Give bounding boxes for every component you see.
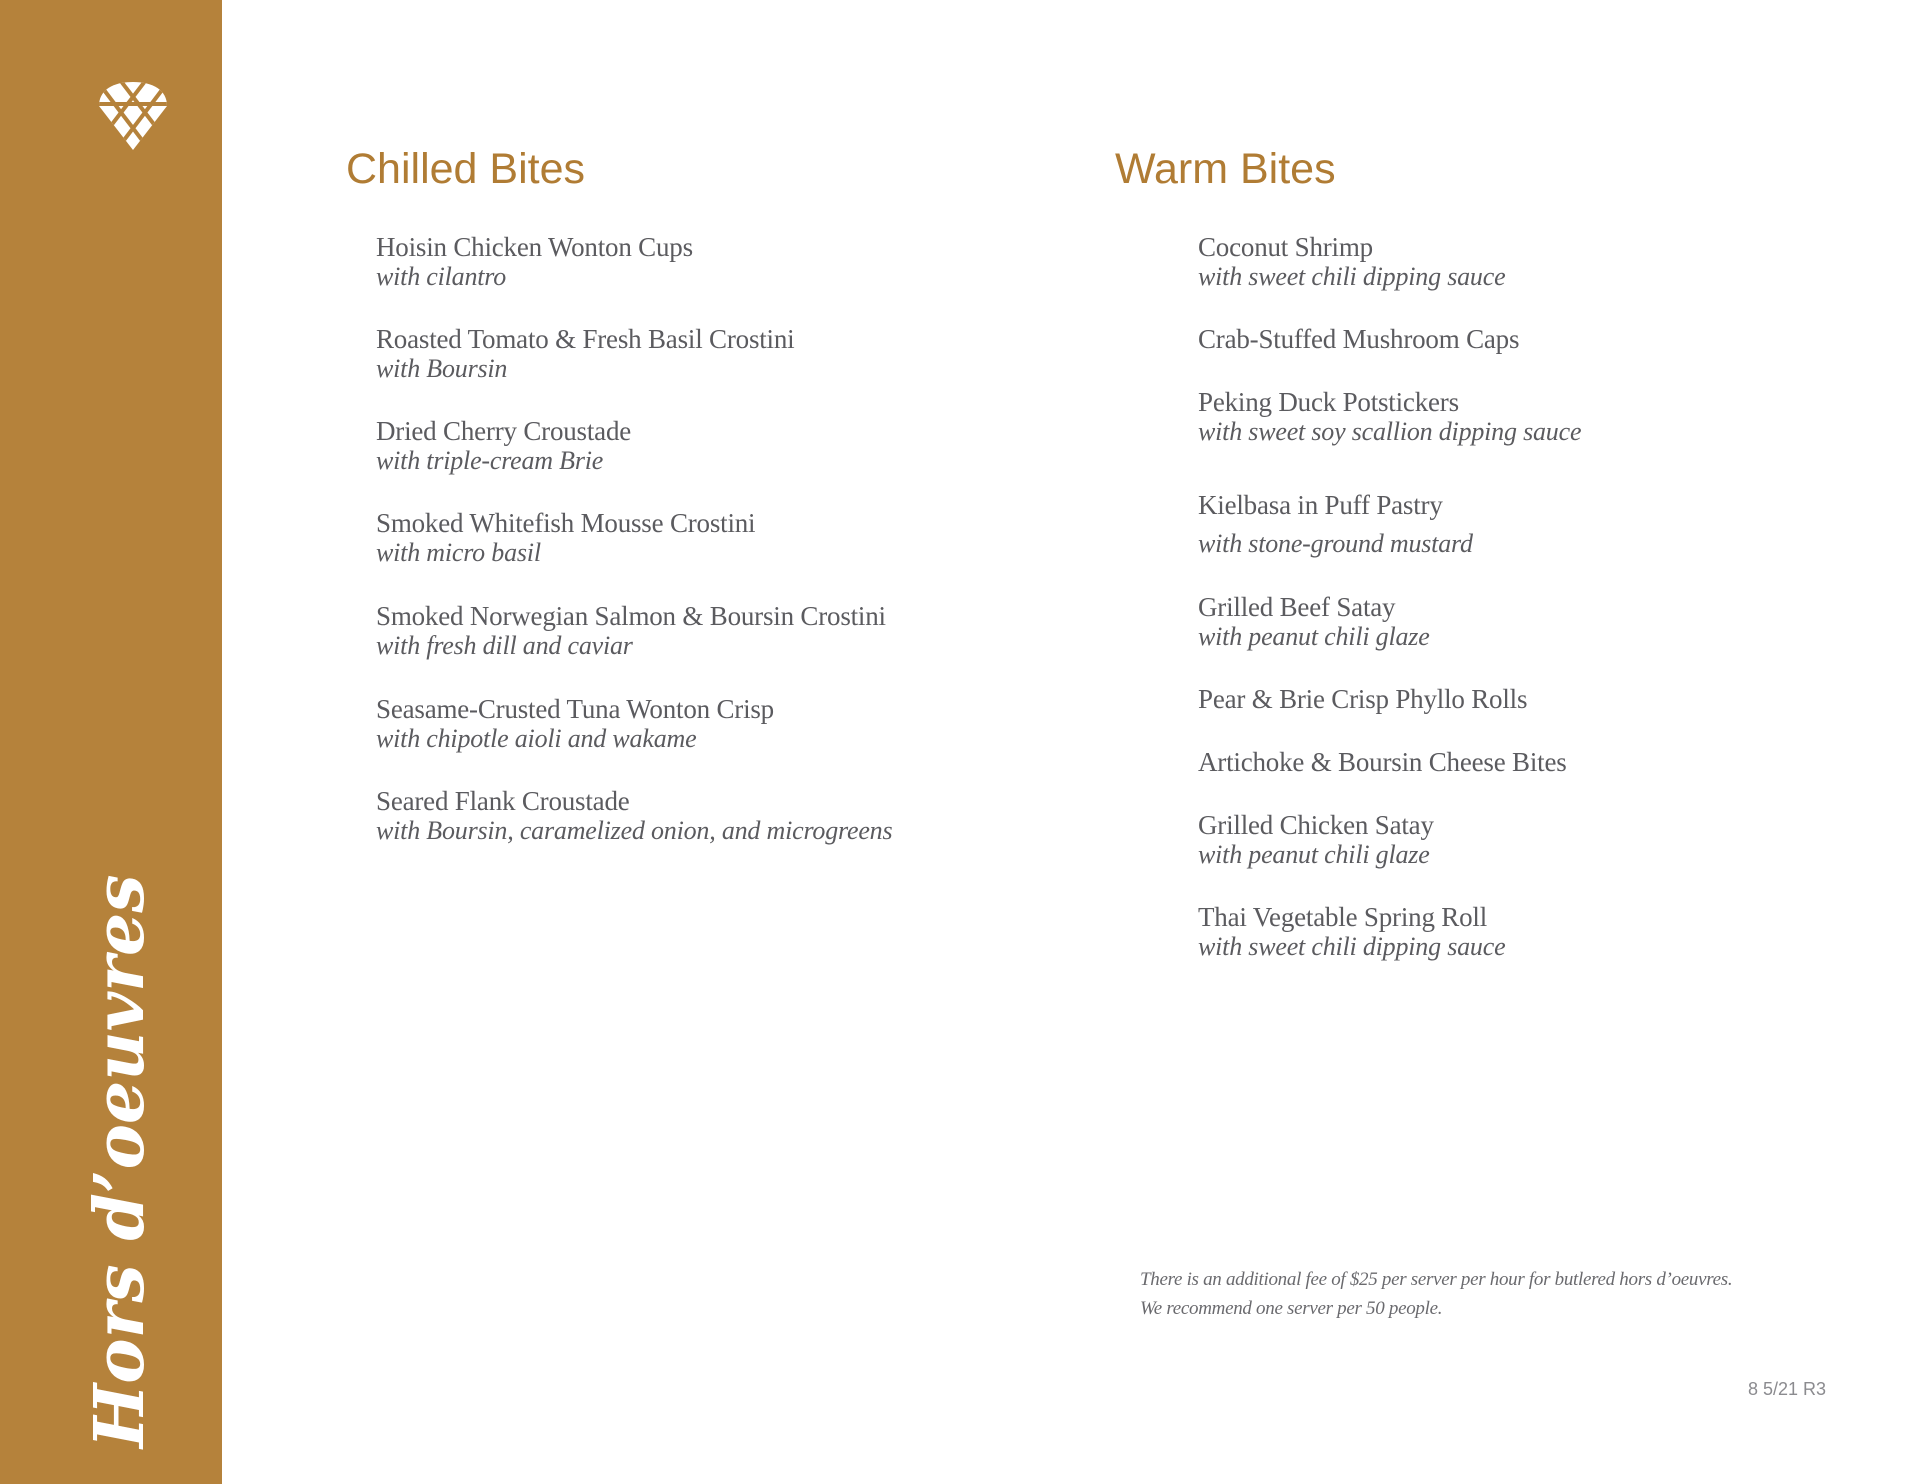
menu-item-name: Grilled Beef Satay <box>1198 592 1396 622</box>
chilled-bites-heading: Chilled Bites <box>346 145 585 193</box>
menu-item <box>376 601 886 661</box>
menu-item-name: Pear & Brie Crisp Phyllo Rolls <box>1198 684 1528 714</box>
menu-item-name: Kielbasa in Puff Pastry <box>1198 490 1443 520</box>
menu-item-name: Thai Vegetable Spring Roll <box>1198 902 1488 932</box>
menu-item <box>376 324 794 384</box>
menu-item <box>1198 324 1519 354</box>
menu-item-name: Artichoke & Boursin Cheese Bites <box>1198 747 1567 777</box>
service-fee-note-line: There is an additional fee of $25 per server per hour for butlered hors d’oeuvres. <box>1140 1269 1733 1290</box>
menu-item-name: Coconut Shrimp <box>1198 232 1373 262</box>
menu-item-name: Roasted Tomato & Fresh Basil Crostini <box>376 324 795 354</box>
menu-item-name: Grilled Chicken Satay <box>1198 810 1434 840</box>
menu-item-description: with micro basil <box>376 538 541 567</box>
menu-item-description: with fresh dill and caviar <box>376 631 633 660</box>
menu-item-name: Hoisin Chicken Wonton Cups <box>376 232 693 262</box>
menu-item-name: Smoked Norwegian Salmon & Boursin Crostini <box>376 601 886 631</box>
menu-item-name: Smoked Whitefish Mousse Crostini <box>376 508 756 538</box>
menu-item <box>1198 684 1527 714</box>
menu-item <box>376 508 755 568</box>
menu-item-description: with peanut chili glaze <box>1198 840 1430 869</box>
menu-item-name: Seasame-Crusted Tuna Wonton Crisp <box>376 694 774 724</box>
menu-item <box>376 416 631 476</box>
menu-item-description: with sweet chili dipping sauce <box>1198 262 1506 291</box>
menu-item-description: with chipotle aioli and wakame <box>376 724 697 753</box>
menu-item <box>1198 592 1430 652</box>
menu-item <box>1198 232 1505 292</box>
menu-item-description: with triple-cream Brie <box>376 446 604 475</box>
menu-item-description: with Boursin, caramelized onion, and microgreens <box>376 816 893 845</box>
menu-item-description: with Boursin <box>376 354 508 383</box>
service-fee-note <box>1140 1265 1732 1323</box>
page-number: 8 5/21 R3 <box>1747 1379 1826 1399</box>
menu-item-description: with stone-ground mustard <box>1198 529 1473 558</box>
menu-item <box>1198 810 1434 870</box>
menu-item <box>376 786 892 846</box>
menu-item-name: Crab-Stuffed Mushroom Caps <box>1198 324 1520 354</box>
menu-item-name: Seared Flank Croustade <box>376 786 630 816</box>
sidebar-band <box>0 0 222 1484</box>
menu-item <box>1198 747 1567 777</box>
menu-item <box>1198 902 1505 962</box>
menu-item-name: Dried Cherry Croustade <box>376 416 632 446</box>
menu-item <box>376 694 774 754</box>
pineapple-lattice-icon <box>97 80 169 152</box>
menu-item-name: Peking Duck Potstickers <box>1198 387 1459 417</box>
section-title-vertical: Hors d’oeuvres <box>80 874 160 1448</box>
menu-item-description: with cilantro <box>376 262 507 291</box>
menu-item-description: with peanut chili glaze <box>1198 622 1430 651</box>
menu-item-description: with sweet chili dipping sauce <box>1198 932 1506 961</box>
menu-item <box>1198 387 1581 447</box>
menu-item <box>1198 490 1473 559</box>
menu-item <box>376 232 693 292</box>
menu-item-description: with sweet soy scallion dipping sauce <box>1198 417 1582 446</box>
warm-bites-heading: Warm Bites <box>1115 145 1336 193</box>
service-fee-note-line: We recommend one server per 50 people. <box>1140 1298 1443 1319</box>
